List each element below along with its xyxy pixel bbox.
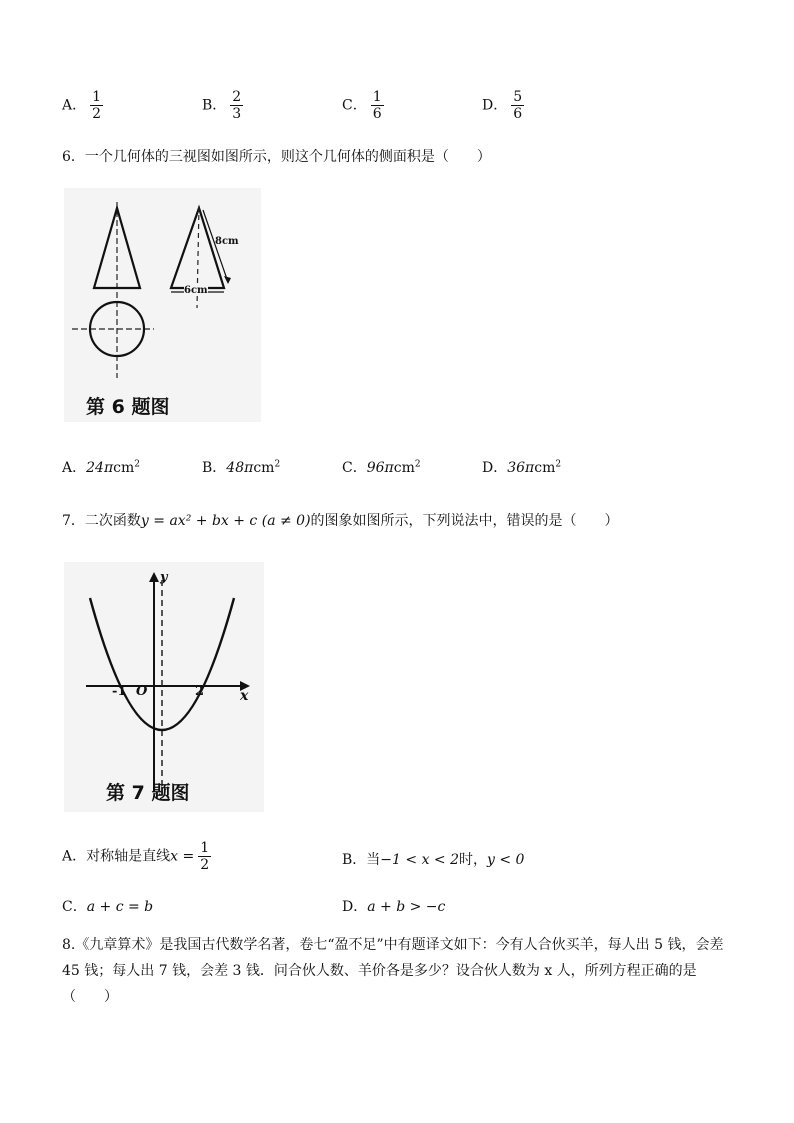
option-exponent: 2 <box>134 459 140 470</box>
y-axis-label: y <box>160 570 168 585</box>
option-value: 24π <box>86 460 114 476</box>
q6-option-b <box>202 457 280 477</box>
option-letter: D． <box>482 97 508 114</box>
option-letter: B． <box>202 460 227 476</box>
q5-option-a <box>62 89 103 122</box>
q6-figure <box>64 188 261 422</box>
fraction <box>230 89 243 122</box>
parabola-graph <box>64 562 264 812</box>
denominator: 2 <box>200 857 210 873</box>
q7-figure <box>64 562 264 812</box>
option-letter: A． <box>62 97 87 114</box>
option-value: 96π <box>366 460 394 476</box>
base-diameter-label: 6cm <box>184 285 208 296</box>
option-text: B．当 <box>342 852 381 868</box>
option-formula: a + c = b <box>86 899 154 915</box>
numerator: 5 <box>513 89 523 105</box>
q5-option-d <box>482 89 524 122</box>
option-formula: y < 0 <box>487 852 525 868</box>
q6-option-c <box>342 457 421 477</box>
option-value: 36π <box>507 460 535 476</box>
option-letter: D． <box>342 899 368 915</box>
q7-option-b <box>342 849 524 869</box>
fraction <box>90 89 103 122</box>
denominator: 2 <box>92 106 102 122</box>
option-letter: A． <box>62 460 87 476</box>
option-unit: cm <box>534 460 556 476</box>
positive-root-label: 2 <box>195 684 205 699</box>
option-letter: D． <box>482 460 508 476</box>
option-letter: C． <box>342 460 367 476</box>
three-view-drawing <box>64 188 261 422</box>
q5-option-c <box>342 89 384 122</box>
origin-label: O <box>136 684 148 699</box>
q7-option-c <box>62 896 153 916</box>
slant-height-label: 8cm <box>215 236 239 247</box>
option-unit: cm <box>393 460 415 476</box>
numerator: 1 <box>200 840 210 856</box>
fraction <box>511 89 524 122</box>
figure-caption: 第 7 题图 <box>106 782 190 804</box>
option-formula: a + b > −c <box>367 899 446 915</box>
option-text: A．对称轴是直线 <box>62 848 171 865</box>
negative-root-label: -1 <box>112 684 127 699</box>
q6-option-d <box>482 457 561 477</box>
numerator: 2 <box>232 89 242 105</box>
denominator: 6 <box>513 106 523 122</box>
q8-stem: 8.《九章算术》是我国古代数学名著，卷七“盈不足”中有题译文如下：今有人合伙买羊，每人出 5 钱，会差 45 钱；每人出 7 钱，会差 3 钱．问合伙人数、羊价各是多少？设合伙人数为 x 人，所列方程正确的是（ ） <box>62 937 724 1005</box>
q7-formula: y = ax² + bx + c (a ≠ 0) <box>140 513 311 529</box>
option-unit: cm <box>113 460 135 476</box>
numerator: 1 <box>372 89 382 105</box>
q7-stem-suffix: 的图象如图所示，下列说法中，错误的是（ ） <box>310 513 619 529</box>
numerator: 1 <box>92 89 102 105</box>
q6-stem: 6．一个几何体的三视图如图所示，则这个几何体的侧面积是（ ） <box>62 149 491 165</box>
option-letter: C． <box>62 899 87 915</box>
q7-option-d <box>342 896 445 916</box>
option-exponent: 2 <box>414 459 421 470</box>
q7-stem-prefix: 7．二次函数 <box>62 513 141 529</box>
denominator: 6 <box>372 106 382 122</box>
option-text: 时， <box>459 852 487 868</box>
option-formula: x = <box>170 848 195 865</box>
fraction <box>371 89 384 122</box>
option-unit: cm <box>253 460 275 476</box>
x-axis-label: x <box>240 688 249 704</box>
option-letter: C． <box>342 97 367 114</box>
option-letter: B． <box>202 97 227 114</box>
denominator: 3 <box>232 106 242 122</box>
q7-option-a <box>62 840 211 873</box>
option-exponent: 2 <box>274 459 281 470</box>
q7-stem <box>62 510 619 530</box>
fraction <box>198 840 211 873</box>
option-exponent: 2 <box>555 459 562 470</box>
option-value: 48π <box>226 460 254 476</box>
q6-option-a <box>62 457 140 477</box>
option-formula: −1 < x < 2 <box>380 852 459 868</box>
figure-caption: 第 6 题图 <box>86 396 170 418</box>
q5-option-b <box>202 89 243 122</box>
